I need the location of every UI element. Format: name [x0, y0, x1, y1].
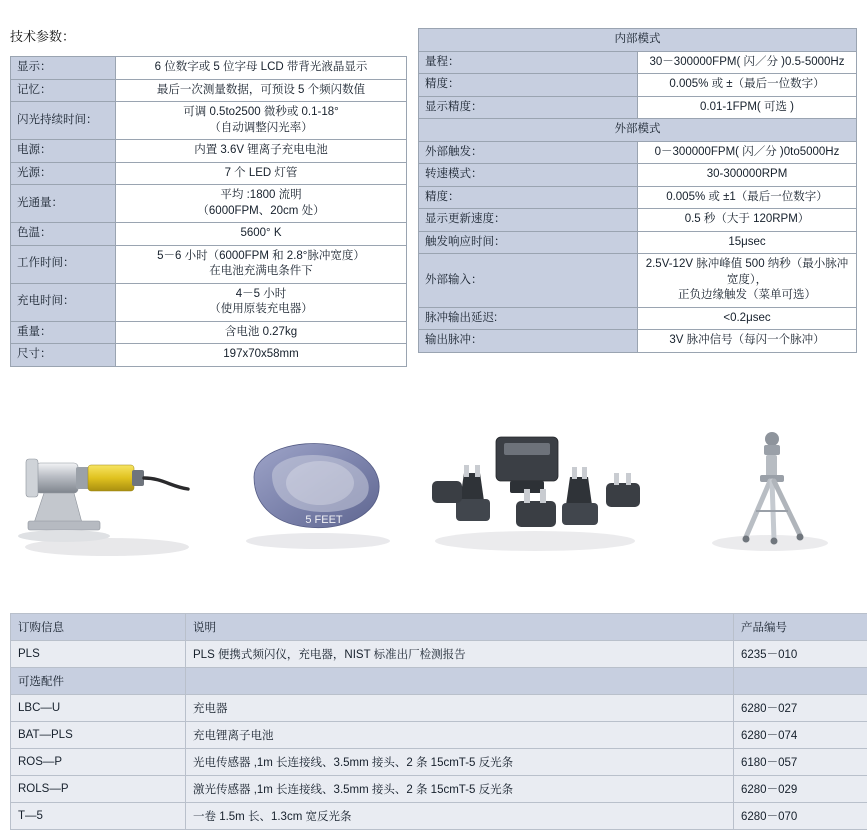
spec-value: 30-300000RPM [638, 164, 857, 187]
spec-row [419, 96, 857, 119]
spec-row [419, 254, 857, 308]
spec-label: 色温： [11, 223, 116, 246]
spec-value: 2.5V-12V 脉冲峰值 500 纳秒（最小脉冲宽度）， 正负边缘触发（菜单可选） [638, 254, 857, 308]
tripod-illustration [690, 415, 850, 575]
order-row [11, 776, 867, 803]
charger-adapters-photo [420, 415, 650, 575]
spec-row [11, 283, 407, 321]
spec-value: <0.2μsec [638, 307, 857, 330]
spec-value: 15μsec [638, 231, 857, 254]
spec-row [419, 164, 857, 187]
order-row [11, 722, 867, 749]
spec-label: 精度： [419, 186, 638, 209]
spec-label: 闪光持续时间： [11, 102, 116, 140]
spec-value: 0.5 秒（大于 120RPM） [638, 209, 857, 232]
order-row [11, 803, 867, 830]
order-part-cell: 6280－070 [734, 803, 867, 830]
order-part-cell: 6280－027 [734, 695, 867, 722]
spec-value: 含电池 0.27kg [116, 321, 407, 344]
spec-section-row [419, 119, 857, 142]
section-header-internal: 内部模式 [419, 29, 857, 52]
spec-label: 触发响应时间： [419, 231, 638, 254]
order-desc-cell: 激光传感器 ,1m 长连接线、3.5mm 接头、2 条 15cmT-5 反光条 [186, 776, 734, 803]
order-part-cell: 6180－057 [734, 749, 867, 776]
spec-label: 精度： [419, 74, 638, 97]
spec-row [11, 162, 407, 185]
order-part-cell: 6235－010 [734, 641, 867, 668]
spec-label: 输出脉冲： [419, 330, 638, 353]
order-part-cell: 6280－029 [734, 776, 867, 803]
spec-label: 显示精度： [419, 96, 638, 119]
spec-label: 电源： [11, 140, 116, 163]
order-desc-cell: 一卷 1.5m 长、1.3cm 宽反光条 [186, 803, 734, 830]
order-section-row [11, 668, 867, 695]
spec-row [11, 245, 407, 283]
order-header-row [11, 614, 867, 641]
spec-row [419, 209, 857, 232]
order-code-cell: LBC—U [11, 695, 186, 722]
product-photo-row [0, 415, 867, 580]
ordering-info-table [10, 613, 867, 830]
spec-value: 5600° K [116, 223, 407, 246]
spec-value: 30－300000FPM( 闪／分 )0.5-5000Hz [638, 51, 857, 74]
spec-label: 重量： [11, 321, 116, 344]
spec-label: 充电时间： [11, 283, 116, 321]
order-code-cell: BAT—PLS [11, 722, 186, 749]
spec-value: 最后一次测量数据，可预设 5 个频闪数值 [116, 79, 407, 102]
spec-row [419, 51, 857, 74]
order-code-cell: 订购信息 [11, 614, 186, 641]
order-desc-cell: 光电传感器 ,1m 长连接线、3.5mm 接头、2 条 15cmT-5 反光条 [186, 749, 734, 776]
spec-row [11, 223, 407, 246]
spec-label: 量程： [419, 51, 638, 74]
order-row [11, 641, 867, 668]
spec-value: 0.005% 或 ±（最后一位数字） [638, 74, 857, 97]
spec-row [11, 140, 407, 163]
spec-row [11, 79, 407, 102]
page-title: 技术参数： [10, 26, 75, 45]
spec-label: 显示更新速度： [419, 209, 638, 232]
spec-label: 转速模式： [419, 164, 638, 187]
spec-label: 外部触发： [419, 141, 638, 164]
spec-row [11, 185, 407, 223]
reflective-tape-roll-photo [228, 415, 408, 575]
spec-label: 尺寸： [11, 344, 116, 367]
right-spec-body [419, 29, 857, 353]
order-part-cell: 6280－074 [734, 722, 867, 749]
order-section-label: 可选配件 [11, 668, 186, 695]
svg-text:5 FEET: 5 FEET [305, 514, 343, 526]
spec-label: 光通量： [11, 185, 116, 223]
spec-label: 记忆： [11, 79, 116, 102]
ordering-info-body [11, 614, 867, 830]
order-row [11, 749, 867, 776]
spec-row [11, 321, 407, 344]
section-header-external: 外部模式 [419, 119, 857, 142]
spec-value: 6 位数字或 5 位字母 LCD 带背光液晶显示 [116, 57, 407, 80]
strobe-sensor-illustration [12, 415, 202, 575]
spec-row [419, 74, 857, 97]
spec-row [11, 57, 407, 80]
left-spec-body [11, 57, 407, 367]
spec-row [419, 307, 857, 330]
spec-value: 5－6 小时（6000FPM 和 2.8°脉冲宽度） 在电池充满电条件下 [116, 245, 407, 283]
spec-value: 可调 0.5to2500 微秒或 0.1-18° （自动调整闪光率） [116, 102, 407, 140]
spec-value: 197x70x58mm [116, 344, 407, 367]
order-code-cell: T—5 [11, 803, 186, 830]
spec-value: 7 个 LED 灯管 [116, 162, 407, 185]
spec-section-row [419, 29, 857, 52]
right-spec-table [418, 28, 857, 353]
spec-row [419, 141, 857, 164]
charger-adapters-illustration [420, 415, 650, 575]
spec-label: 光源： [11, 162, 116, 185]
order-section-spacer-desc [186, 668, 734, 695]
order-code-cell: ROLS—P [11, 776, 186, 803]
spec-label: 显示： [11, 57, 116, 80]
spec-label: 脉冲输出延迟: [419, 307, 638, 330]
order-part-cell: 产品编号 [734, 614, 867, 641]
spec-row [11, 344, 407, 367]
spec-value: 4－5 小时 （使用原装充电器） [116, 283, 407, 321]
order-desc-cell: 充电器 [186, 695, 734, 722]
spec-value: 0－300000FPM( 闪／分 )0to5000Hz [638, 141, 857, 164]
order-desc-cell: 充电锂离子电池 [186, 722, 734, 749]
order-code-cell: ROS—P [11, 749, 186, 776]
order-code-cell: PLS [11, 641, 186, 668]
order-desc-cell: 说明 [186, 614, 734, 641]
spec-row [419, 330, 857, 353]
spec-value: 0.005% 或 ±1（最后一位数字） [638, 186, 857, 209]
reflective-tape-illustration [228, 415, 408, 575]
spec-row [419, 186, 857, 209]
spec-label: 外部输入： [419, 254, 638, 308]
strobe-sensor-photo [12, 415, 202, 575]
order-row [11, 695, 867, 722]
order-desc-cell: PLS 便携式频闪仪，充电器，NIST 标准出厂检测报告 [186, 641, 734, 668]
order-section-spacer-part [734, 668, 867, 695]
spec-value: 3V 脉冲信号（每闪一个脉冲） [638, 330, 857, 353]
spec-row [419, 231, 857, 254]
spec-label: 工作时间： [11, 245, 116, 283]
left-spec-table [10, 56, 407, 367]
spec-value: 平均 :1800 流明 （6000FPM、20cm 处） [116, 185, 407, 223]
spec-value: 内置 3.6V 锂离子充电电池 [116, 140, 407, 163]
tripod-photo [690, 415, 850, 575]
spec-value: 0.01-1FPM( 可选 ) [638, 96, 857, 119]
spec-row [11, 102, 407, 140]
